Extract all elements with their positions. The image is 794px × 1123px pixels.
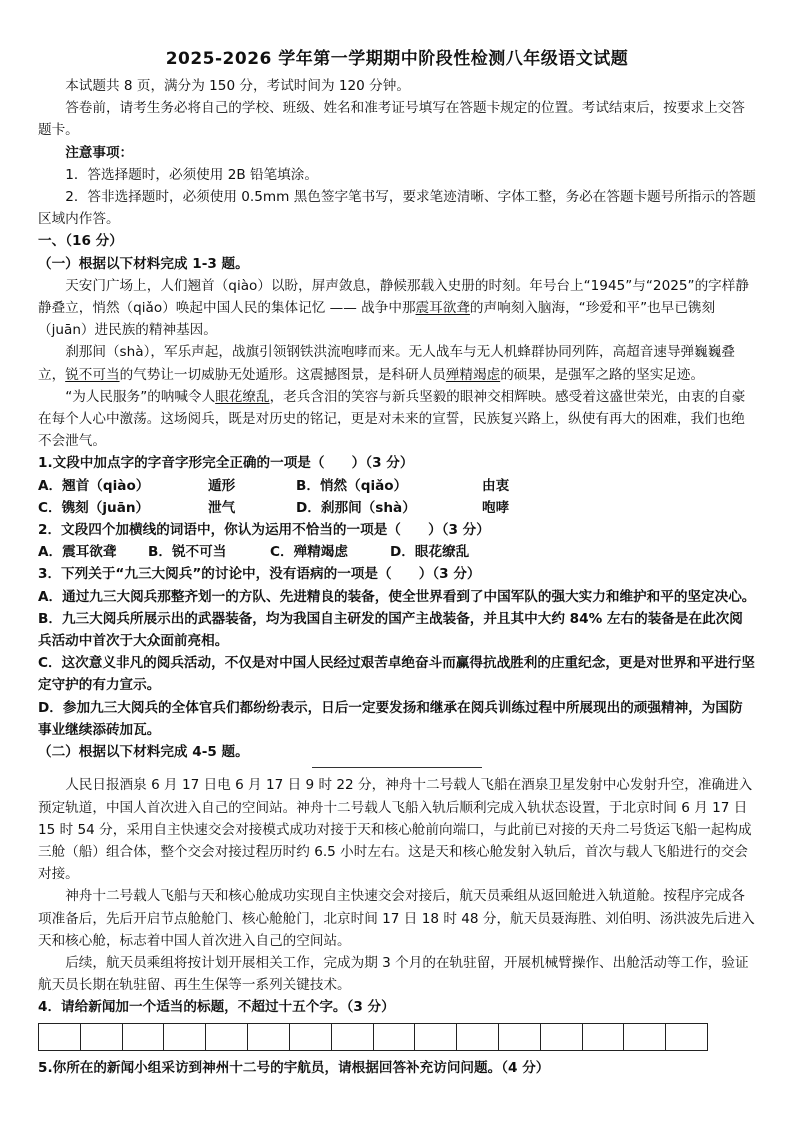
notice-1: 1．答选择题时，必须使用 2B 铅笔填涂。 [65,166,318,183]
option-a: A．震耳欲聋 [38,544,117,561]
notice-title: 注意事项： [65,144,134,161]
option-b: B．悄然（qiǎo） [296,477,408,494]
exam-title: 2025-2026 学年第一学期期中阶段性检测八年级语文试题 [165,49,629,69]
question-3-option-b: B．九三大阅兵所展示出的武器装备，均为我国自主研发的国产主战装备，并且其中大约 84% 左右的装备是在此次阅兵活动中首次于大众面前亮相。 [38,610,743,650]
answer-cell[interactable] [248,1024,290,1050]
option-b: B．锐不可当 [148,544,227,561]
question-2-stem: 2．文段四个加横线的词语中，你认为运用不恰当的一项是（ ）（3 分） [38,522,490,539]
answer-cell[interactable] [583,1024,625,1050]
text-run: 天安门广场上，人们翘首（qiào）以盼，屏声敛息，静候那载入史册的时刻。年号台上“1945”与“2025”的字样静静叠立，悄然（qiǎo）唤起中国人民的集体记忆 —— 战争中那 [38,277,749,317]
answer-grid[interactable] [38,1023,708,1051]
question-3-option-c: C．这次意义非凡的阅兵活动，不仅是对中国人民经过艰苦卓绝奋斗而赢得抗战胜利的庄重纪念，更是对世界和平进行坚定守护的有力宣示。 [38,655,755,694]
answer-cell[interactable] [332,1024,374,1050]
option-c-word: 泄气 [208,499,236,516]
answer-cell[interactable] [206,1024,248,1050]
notice-2: 2．答非选择题时，必须使用 0.5mm 黑色签字笔书写，要求笔迹清晰、字体工整，务必在答题卡题号所指示的答题区域内作答。 [38,189,756,228]
answer-cell[interactable] [123,1024,165,1050]
answer-cell[interactable] [499,1024,541,1050]
text-run: 的气势让一切威胁无处遁形。这震撼图景，是科研人员 [119,366,446,383]
question-3-option-a: A．通过九三大阅兵那整齐划一的方队、先进精良的装备，使全世界看到了中国军队的强大实力和维护和平的坚定决心。 [38,588,756,605]
question-3-stem: 3．下列关于“九三大阅兵”的讨论中，没有语病的一项是（ ）（3 分） [38,566,481,583]
option-b-word: 由衷 [482,477,510,494]
answer-cell[interactable] [541,1024,583,1050]
option-a: A．翘首（qiào） [38,477,150,494]
title-blank-line [312,767,482,768]
question-2-options [38,541,756,563]
underlined-word-3: 殚精竭虑 [445,366,501,383]
answer-cell[interactable] [415,1024,457,1050]
answer-cell[interactable] [164,1024,206,1050]
news-paragraph-2: 神舟十二号载人飞船与天和核心舱成功实现自主快速交会对接后，航天员乘组从返回舱进入轨道舱。按程序完成各项准备后，先后开启节点舱舱门、核心舱舱门，北京时间 17 日 18 时 48 分，航天员聂海胜、刘伯明、汤洪波先后进入天和核心舱，标志着中国人首次进入自己的空间站。 [38,888,755,949]
text-run: 刹那间（shà），军乐声起，战旗引领钢铁洪流咆哮而来。无人战车与无人机蜂群协同列阵，高超音速导弹巍巍叠立， [38,344,735,383]
option-d-word: 咆哮 [482,499,510,516]
section-1-heading: 一、（16 分） [38,233,123,250]
answer-cell[interactable] [666,1024,707,1050]
text-run: “为人民服务”的呐喊令人 [65,388,216,405]
question-4-stem: 4．请给新闻加一个适当的标题，不超过十五个字。（3 分） [38,999,395,1016]
exam-page [38,44,756,1079]
question-3-option-d: D．参加九三大阅兵的全体官兵们都纷纷表示，日后一定要发扬和继承在阅兵训练过程中所展现出的顽强精神，为国防事业继续添砖加瓦。 [38,699,743,738]
option-d: D．眼花缭乱 [390,544,470,561]
answer-cell[interactable] [290,1024,332,1050]
passage-1-paragraph-1 [38,275,756,342]
option-c: C．殚精竭虑 [270,544,348,561]
option-c: C．镌刻（juān） [38,499,150,516]
option-d: D．刹那间（shà） [296,499,416,516]
question-1-options-row-2 [38,497,756,519]
option-a-word: 遁形 [208,477,236,494]
text-run: 的硕果，是强军之路的坚实足迹。 [500,366,705,383]
underlined-word-4: 眼花缭乱 [215,388,270,405]
answer-cell[interactable] [81,1024,123,1050]
part-2-heading: （二）根据以下材料完成 4-5 题。 [38,744,249,761]
question-1-options-row-1 [38,475,756,497]
question-1-stem: 1.文段中加点字的字音字形完全正确的一项是（ ）（3 分） [38,455,414,472]
text-run: ，老兵含泪的笑容与新兵坚毅的眼神交相辉映。感受着这盛世荣光，由衷的自豪在每个人心中激荡。这场阅兵，既是对历史的铭记，更是对未来的宣誓，民族复兴路上，纵使有再大的困难，我们也绝不会泄气。 [38,388,746,450]
answer-cell[interactable] [39,1024,81,1050]
passage-1-paragraph-3 [38,386,756,453]
passage-1-paragraph-2 [38,341,756,385]
answer-cell[interactable] [624,1024,666,1050]
answer-cell[interactable] [457,1024,499,1050]
question-5-stem: 5.你所在的新闻小组采访到神州十二号的宇航员，请根据回答补充访问问题。（4 分） [38,1059,550,1076]
answer-cell[interactable] [374,1024,416,1050]
intro-line-2: 答卷前，请考生务必将自己的学校、班级、姓名和准考证号填写在答题卡规定的位置。考试结束后，按要求上交答题卡。 [38,100,745,139]
underlined-word-2: 锐不可当 [65,366,120,383]
underlined-word-1: 震耳欲聋 [415,300,470,317]
news-paragraph-3: 后续，航天员乘组将按计划开展相关工作，完成为期 3 个月的在轨驻留，开展机械臂操作、出舱活动等工作，验证航天员长期在轨驻留、再生生保等一系列关键技术。 [38,954,749,994]
part-1-heading: （一）根据以下材料完成 1-3 题。 [38,255,249,272]
news-paragraph-1: 人民日报酒泉 6 月 17 日电 6 月 17 日 9 时 22 分，神舟十二号载人飞船在酒泉卫星发射中心发射升空，准确进入预定轨道，中国人首次进入自己的空间站。神舟十二号载人飞船入轨后顺利完成入轨状态设置，于北京时间 6 月 17 日 15 时 54 分，采用自主快速交会对接模式成功对接于天和核心舱前向端口，与此前已对接的天舟二号货运飞船一起构成三舱（船）组合体，整个交会对接过程历时约 6.5 小时左右。这是天和核心舱发射入轨后，首次与载人飞船进行的交会对接。 [38,777,753,883]
intro-line-1: 本试题共 8 页，满分为 150 分，考试时间为 120 分钟。 [65,78,410,94]
text-run: 的声响刻入脑海，“珍爱和平”也早已镌刻（juān）进民族的精神基因。 [38,300,716,339]
